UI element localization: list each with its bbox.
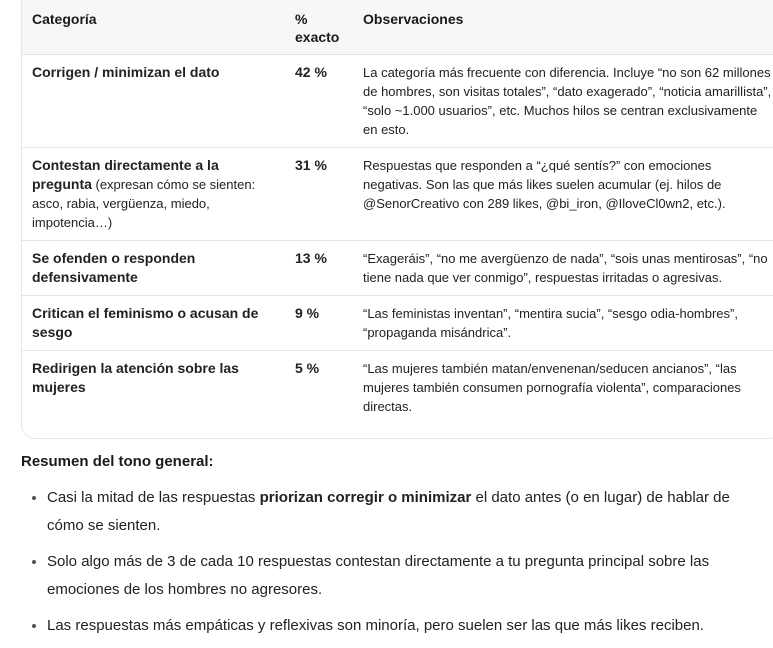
table-row — [22, 296, 773, 351]
table-row — [22, 241, 773, 296]
row-percent: 5 % — [295, 360, 320, 376]
summary-bullet-emphasis: priorizan corregir o minimizar — [259, 489, 472, 506]
row-category: Redirigen la atención sobre las mujeres — [32, 360, 239, 395]
row-observations: “Exageráis”, “no me avergüenzo de nada”, “sois unas mentirosas”, “no tiene nada que ver conmigo”, respuestas irritadas o agresivas. — [353, 241, 773, 296]
row-percent: 13 % — [295, 250, 327, 266]
table-row — [22, 351, 773, 425]
summary-bullet — [47, 612, 769, 640]
row-observations: “Las feministas inventan”, “mentira sucia”, “sesgo odia-hombres”, “propaganda misándrica”. — [353, 296, 773, 351]
categories-table-container — [21, 0, 773, 439]
row-category-cell — [22, 296, 285, 351]
row-observations: “Las mujeres también matan/envenenan/seducen ancianos”, “las mujeres también consumen pornografía violenta”, comparaciones directas. — [353, 351, 773, 425]
row-category: Critican el feminismo o acusan de sesgo — [32, 305, 259, 340]
row-percent-cell — [285, 241, 353, 296]
categories-table — [22, 0, 773, 424]
summary-list — [21, 484, 769, 648]
table-row — [22, 148, 773, 241]
summary-bullet-text: Casi la mitad de las respuestas — [47, 489, 260, 506]
row-category-cell — [22, 148, 285, 241]
row-percent: 42 % — [295, 64, 327, 80]
row-percent-cell — [285, 351, 353, 425]
table-header-row — [22, 0, 773, 55]
header-observations: Observaciones — [363, 11, 464, 27]
summary-bullet — [47, 484, 769, 540]
header-category: Categoría — [32, 11, 97, 27]
row-percent-cell — [285, 55, 353, 148]
row-observations: Respuestas que responden a “¿qué sentís?” con emociones negativas. Son las que más likes suelen acumular (ej. hilos de @SenorCreativo con 289 likes, @bi_iron, @IloveCl0wn2, etc.). — [353, 148, 773, 241]
row-category-cell — [22, 241, 285, 296]
summary-bullet-text-end: el dato antes (o en lugar) de hablar de cómo se sienten. — [47, 489, 730, 534]
row-percent-cell — [285, 148, 353, 241]
table-row — [22, 55, 773, 148]
row-category-cell — [22, 55, 285, 148]
summary-bullet — [47, 548, 769, 604]
row-category: Corrigen / minimizan el dato — [32, 64, 220, 80]
row-percent-cell — [285, 296, 353, 351]
row-observations: La categoría más frecuente con diferencia. Incluye “no son 62 millones de hombres, son visitas totales”, “dato exagerado”, “noticia amarillista”, “solo ~1.000 usuarios”, etc. Muchos hilos se centran exclusivamente en esto. — [353, 55, 773, 148]
row-category-cell — [22, 351, 285, 425]
row-category: Se ofenden o responden defensivamente — [32, 250, 196, 285]
row-percent: 31 % — [295, 157, 327, 173]
row-percent: 9 % — [295, 305, 320, 321]
row-category: Contestan directamente a la pregunta — [32, 157, 219, 192]
summary-bullet-text: Las respuestas más empáticas y reflexivas son minoría, pero suelen ser las que más likes reciben. — [47, 617, 704, 634]
summary-bullet-text: Solo algo más de 3 de cada 10 respuestas contestan directamente a tu pregunta principal sobre las emociones de los hombres no agresores. — [47, 553, 710, 598]
row-category-detail: (expresan cómo se sienten: asco, rabia, vergüenza, miedo, impotencia…) — [32, 177, 256, 230]
summary-title: Resumen del tono general: — [21, 453, 214, 470]
header-percent: % exacto — [295, 11, 340, 45]
